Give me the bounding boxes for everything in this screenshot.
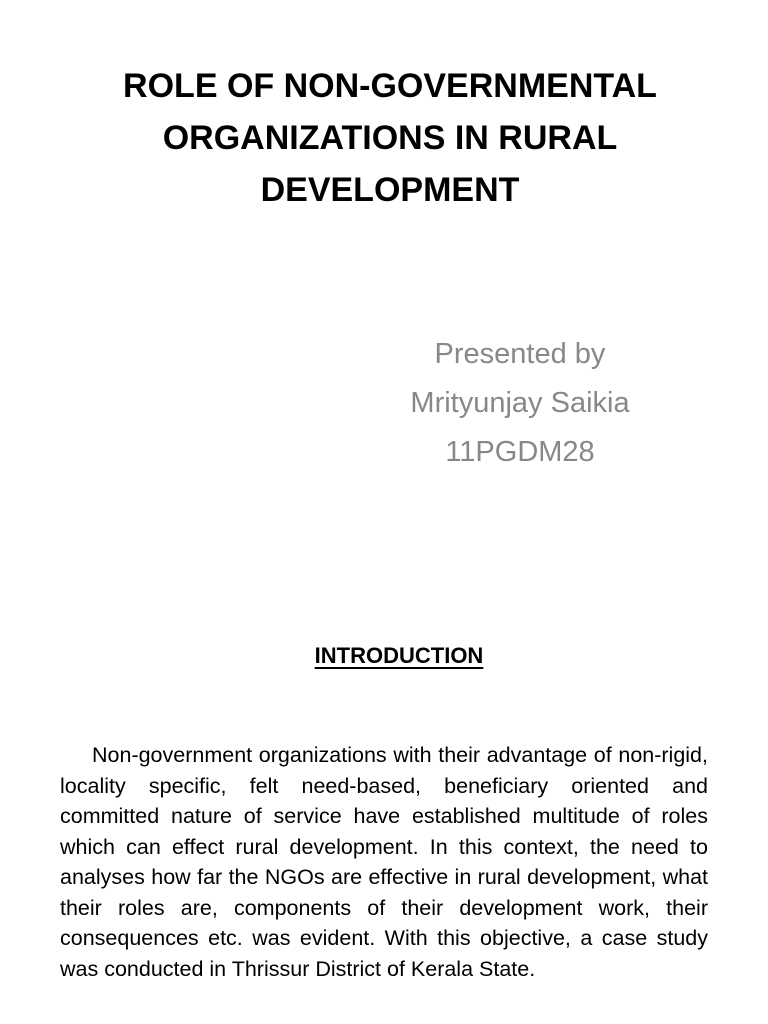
presenter-id: 11PGDM28 — [445, 436, 595, 468]
section-heading: INTRODUCTION — [314, 643, 484, 668]
title-line: ROLE OF NON-GOVERNMENTAL — [123, 67, 657, 105]
presenter-name: Mrityunjay Saikia — [410, 387, 630, 419]
presenter-block — [320, 330, 720, 477]
presenter-label: Presented by — [434, 338, 606, 370]
slide-title — [60, 60, 720, 216]
title-line: ORGANIZATIONS IN RURAL — [162, 119, 618, 157]
introduction-slide — [0, 590, 768, 1024]
title-line: DEVELOPMENT — [260, 171, 520, 209]
introduction-paragraph: Non-government organizations with their advantage of non-rigid, locality specific, felt need-based, beneficiary oriented and committed nature of service have established multitude of roles which can effect rural development. In this context, the need to analyses how far the NGOs are effective in rural development, what their roles are, components of their development work, their consequences etc. was evident. With this objective, a case study was conducted in Thrissur District of Kerala State. — [60, 743, 708, 981]
